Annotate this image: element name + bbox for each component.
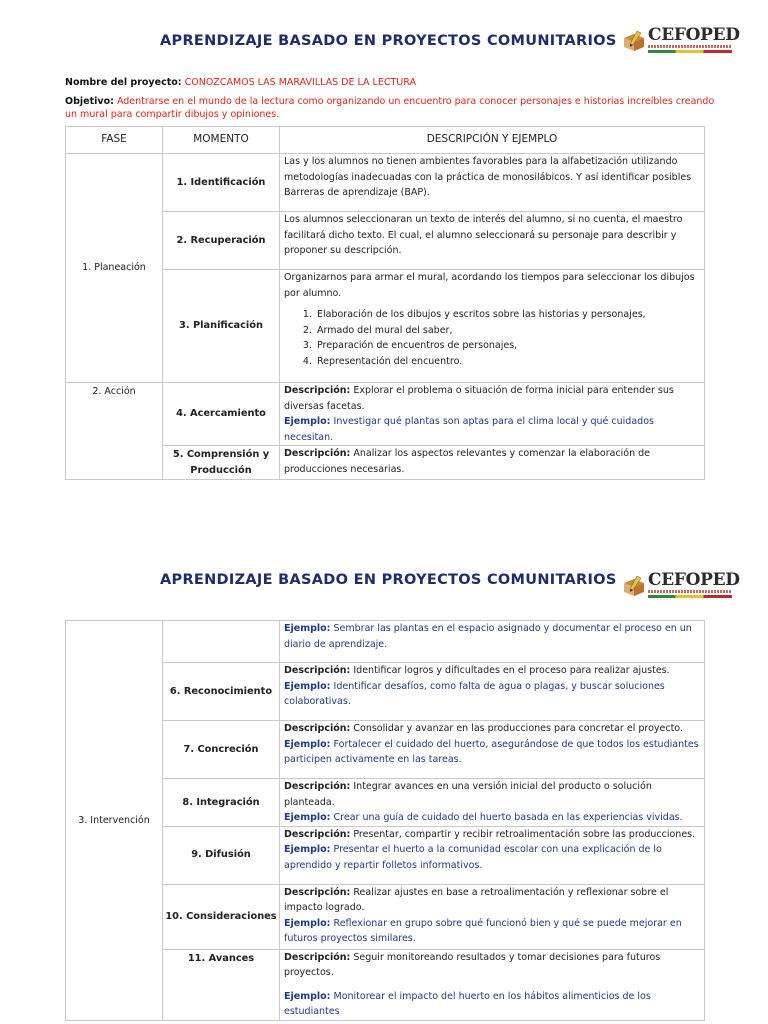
ejemplo-label: Ejemplo: bbox=[284, 917, 331, 929]
project-table-page-1 bbox=[65, 126, 705, 480]
ejemplo-label: Ejemplo: bbox=[284, 416, 331, 427]
moment-cell: 5. Comprensión y Producción bbox=[163, 446, 280, 480]
ejemplo-text: Crear una guía de cuidado del huerto basada en las experiencias vividas. bbox=[333, 812, 683, 823]
ejemplo-label: Ejemplo: bbox=[284, 844, 331, 855]
logo-color-bar bbox=[648, 50, 732, 53]
description-cell bbox=[280, 949, 705, 1020]
descripcion-label: Descripción: bbox=[284, 448, 351, 459]
moment-cell: 1. Identificación bbox=[163, 154, 280, 212]
descripcion-label: Descripción: bbox=[284, 886, 351, 898]
book-pencil-logo-icon bbox=[622, 575, 646, 597]
document-title: APRENDIZAJE BASADO EN PROYECTOS COMUNITARIOS bbox=[160, 33, 617, 49]
phase-cell: 1. Planeación bbox=[66, 154, 163, 383]
objective-label: Objetivo: bbox=[65, 96, 114, 107]
table-header-row bbox=[66, 127, 705, 154]
ejemplo-text: Presentar el huerto a la comunidad escolar con una explicación de lo aprendido y repartir folletos informativos. bbox=[284, 844, 662, 871]
moment-cell: 11. Avances bbox=[163, 949, 280, 1020]
list-item: 2. Armado del mural del saber, bbox=[315, 323, 700, 339]
document-page-1 bbox=[0, 0, 768, 476]
ejemplo-label: Ejemplo: bbox=[284, 680, 331, 692]
ejemplo-text: Fortalecer el cuidado del huerto, asegurándose de que todos los estudiantes participen activamente en las tareas. bbox=[284, 738, 699, 765]
description-cell bbox=[280, 663, 705, 721]
list-item: 3. Preparación de encuentros de personajes, bbox=[315, 338, 700, 354]
descripcion-label: Descripción: bbox=[284, 665, 351, 676]
logo-text: CEFOPED bbox=[648, 25, 740, 45]
book-pencil-logo-icon bbox=[622, 30, 646, 52]
descripcion-label: Descripción: bbox=[284, 828, 351, 840]
table-row bbox=[66, 621, 705, 663]
descripcion-text: Identificar logros y dificultades en el proceso para realizar ajustes. bbox=[353, 665, 670, 676]
moment-cell bbox=[163, 621, 280, 663]
descripcion-text: Integrar avances en una versión inicial del producto o solución planteada. bbox=[284, 781, 652, 808]
ejemplo-label: Ejemplo: bbox=[284, 812, 331, 823]
header-fase: FASE bbox=[66, 127, 163, 154]
descripcion-label: Descripción: bbox=[284, 781, 351, 792]
table-row bbox=[66, 154, 705, 212]
table-row bbox=[66, 383, 705, 446]
descripcion-text: Consolidar y avanzar en las producciones para concretar el proyecto. bbox=[353, 723, 683, 734]
logo-subtitle bbox=[648, 590, 732, 593]
description-cell bbox=[280, 721, 705, 779]
descripcion-text: Explorar el problema o situación de forma inicial para entender sus diversas facetas. bbox=[284, 385, 674, 412]
cefoped-logo bbox=[622, 25, 740, 55]
planning-list bbox=[284, 307, 700, 369]
list-item: 1. Elaboración de los dibujos y escritos sobre las historias y personajes, bbox=[315, 307, 700, 323]
ejemplo-label: Ejemplo: bbox=[284, 623, 331, 634]
phase-cell: 3. Intervención bbox=[66, 621, 163, 1021]
objective-value: Adentrarse en el mundo de la lectura como organizando un encuentro para conocer personajes e historias increíbles creando un mural para compartir dibujos y opiniones. bbox=[65, 96, 715, 120]
description-cell bbox=[280, 154, 705, 212]
document-page-2 bbox=[0, 560, 768, 1024]
description-cell bbox=[280, 383, 705, 446]
description-cell bbox=[280, 826, 705, 884]
project-name-label: Nombre del proyecto: bbox=[65, 77, 182, 88]
project-table-page-2 bbox=[65, 620, 705, 1021]
description-cell bbox=[280, 621, 705, 663]
moment-cell: 8. Integración bbox=[163, 779, 280, 827]
document-title: APRENDIZAJE BASADO EN PROYECTOS COMUNITARIOS bbox=[160, 572, 617, 588]
description-cell bbox=[280, 884, 705, 949]
descripcion-text: Analizar los aspectos relevantes y comenzar la elaboración de producciones necesarias. bbox=[284, 448, 651, 475]
moment-cell: 3. Planificación bbox=[163, 270, 280, 383]
ejemplo-text: Reflexionar en grupo sobre qué funcionó bien y qué se puede mejorar en futuros proyectos similares. bbox=[284, 917, 682, 944]
cefoped-logo bbox=[622, 570, 740, 600]
descripcion-label: Descripción: bbox=[284, 385, 351, 396]
description-cell bbox=[280, 212, 705, 270]
description-text: Organizarnos para armar el mural, acordando los tiempos para seleccionar los dibujos por alumno. bbox=[284, 272, 695, 299]
header-descripcion: DESCRIPCIÓN Y EJEMPLO bbox=[280, 127, 705, 154]
moment-cell: 7. Concreción bbox=[163, 721, 280, 779]
descripcion-text: Seguir monitoreando resultados y tomar decisiones para futuros proyectos. bbox=[284, 951, 661, 978]
descripcion-text: Realizar ajustes en base a retroalimentación y reflexionar sobre el impacto logrado. bbox=[284, 886, 669, 913]
moment-cell: 6. Reconocimiento bbox=[163, 663, 280, 721]
logo-subtitle bbox=[648, 45, 732, 48]
ejemplo-text: Identificar desafíos, como falta de agua o plagas, y buscar soluciones colaborativas. bbox=[284, 680, 665, 707]
descripcion-label: Descripción: bbox=[284, 951, 351, 963]
moment-cell: 9. Difusión bbox=[163, 826, 280, 884]
objective-line bbox=[65, 95, 715, 121]
description-text: Los alumnos seleccionaran un texto de interés del alumno, si no cuenta, el maestro facilitará dicho texto. El cual, el alumno seleccionará su personaje para describir y proponer su descripción. bbox=[284, 214, 683, 256]
logo-text: CEFOPED bbox=[648, 570, 740, 590]
ejemplo-text: Monitorear el impacto del huerto en los hábitos alimenticios de los estudiantes bbox=[284, 990, 651, 1017]
descripcion-label: Descripción: bbox=[284, 723, 351, 734]
moment-cell: 10. Consideraciones bbox=[163, 884, 280, 949]
ejemplo-text: Sembrar las plantas en el espacio asignado y documentar el proceso en un diario de aprendizaje. bbox=[284, 623, 692, 650]
description-cell bbox=[280, 446, 705, 480]
ejemplo-label: Ejemplo: bbox=[284, 738, 331, 750]
logo-color-bar bbox=[648, 595, 732, 598]
ejemplo-label: Ejemplo: bbox=[284, 990, 331, 1002]
phase-cell: 2. Acción bbox=[66, 383, 163, 480]
description-cell bbox=[280, 270, 705, 383]
descripcion-text: Presentar, compartir y recibir retroalimentación sobre las producciones. bbox=[353, 828, 696, 840]
description-cell bbox=[280, 779, 705, 827]
list-item: 4. Representación del encuentro. bbox=[315, 354, 700, 370]
description-text: Las y los alumnos no tienen ambientes favorables para la alfabetización utilizando metodologías inadecuadas con la práctica de monosilábicos. Y así identificar posibles Barreras de aprendizaje (BAP). bbox=[284, 156, 692, 198]
moment-cell: 2. Recuperación bbox=[163, 212, 280, 270]
moment-cell: 4. Acercamiento bbox=[163, 383, 280, 446]
ejemplo-text: Investigar qué plantas son aptas para el clima local y qué cuidados necesitan. bbox=[284, 416, 654, 443]
header-momento: MOMENTO bbox=[163, 127, 280, 154]
project-name-line bbox=[65, 76, 715, 89]
project-name-value: CONOZCAMOS LAS MARAVILLAS DE LA LECTURA bbox=[184, 77, 416, 88]
